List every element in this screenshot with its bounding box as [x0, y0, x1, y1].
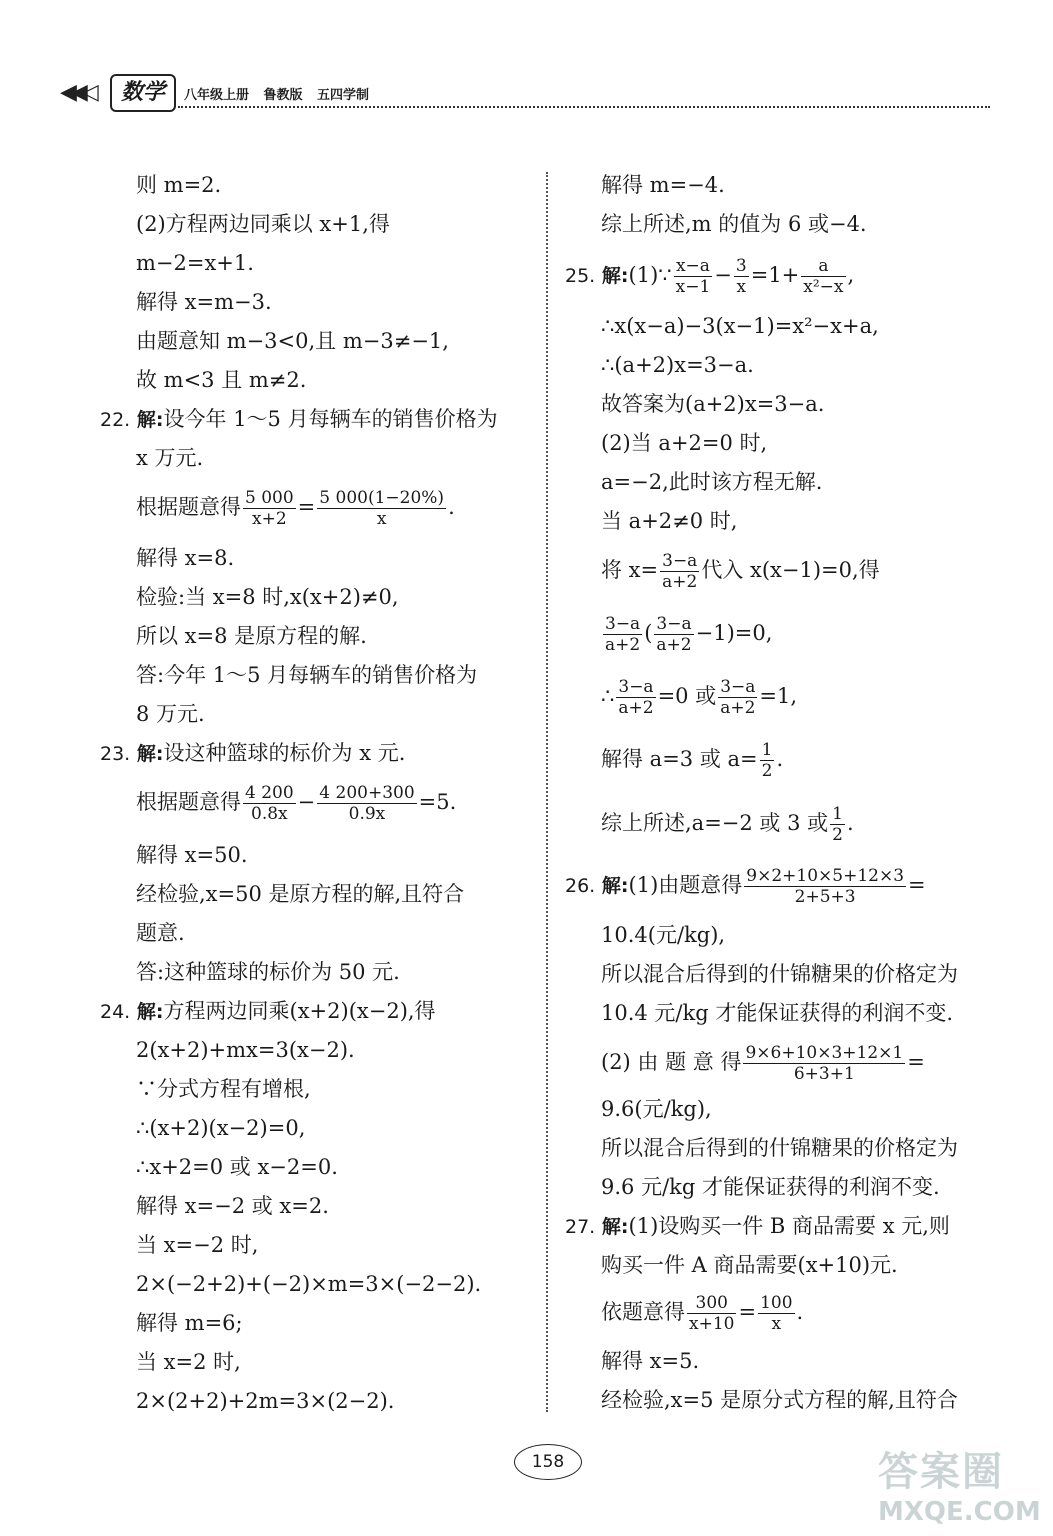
question-26: [565, 866, 926, 907]
answer-line: 当 x=2 时,: [136, 1350, 241, 1374]
equation-suffix: =5.: [418, 790, 457, 814]
denominator: a+2: [618, 698, 654, 718]
numerator: 100: [760, 1293, 793, 1313]
answer-line: 解得 x=8.: [136, 546, 235, 570]
answer-line: 2×(−2+2)+(−2)×m=3×(−2−2).: [136, 1272, 482, 1296]
fraction: [734, 256, 749, 297]
equation-line: [601, 804, 854, 845]
numerator: 9×2+10×5+12×3: [746, 866, 905, 886]
answer-line: 9.6 元/kg 才能保证获得的利润不变.: [601, 1175, 940, 1199]
denominator: x+2: [252, 509, 287, 529]
equation-line: [601, 551, 880, 592]
fraction: [616, 677, 655, 718]
answer-line: 答:这种篮球的标价为 50 元.: [136, 960, 400, 984]
fraction: [743, 1043, 905, 1084]
equation-prefix: 根据题意得: [136, 790, 241, 814]
answer-line: ∴(x+2)(x−2)=0,: [136, 1116, 306, 1140]
denominator: 2: [761, 761, 773, 781]
answer-line: 则 m=2.: [136, 173, 222, 197]
fraction: [603, 614, 642, 655]
numerator: x−a: [674, 256, 713, 277]
operator: −: [297, 790, 316, 814]
fraction: [687, 1293, 736, 1334]
question-22: [100, 404, 498, 435]
solution-label: 解:: [601, 875, 629, 897]
fraction: [317, 783, 416, 824]
answer-line: 故 m<3 且 m≠2.: [136, 368, 307, 392]
answer-line: 答:今年 1～5 月每辆车的销售价格为: [136, 663, 478, 687]
answer-line: a=−2,此时该方程无解.: [601, 470, 823, 494]
page-number: 158: [514, 1444, 582, 1480]
equation-prefix: 解得 a=3 或 a=: [601, 747, 758, 771]
solution-label: 解:: [601, 1216, 629, 1238]
equation-prefix: 综上所述,a=−2 或 3 或: [601, 811, 829, 835]
answer-line: 解得 x=−2 或 x=2.: [136, 1194, 329, 1218]
answer-line: 解得 x=5.: [601, 1349, 700, 1373]
watermark-url: MXQE.COM: [878, 1497, 1041, 1527]
book-meta: 八年级上册 鲁教版 五四学制: [184, 88, 370, 103]
header-rule: [178, 106, 990, 108]
denominator: x+10: [689, 1314, 735, 1334]
answer-line: 10.4 元/kg 才能保证获得的利润不变.: [601, 1001, 954, 1025]
numerator: 1: [832, 804, 843, 824]
question-23: [100, 738, 405, 769]
answer-line: 题意.: [136, 921, 185, 945]
equation-suffix: .: [776, 747, 784, 771]
numerator: 4 200: [245, 783, 294, 803]
numerator: 3−a: [662, 551, 698, 571]
equation-prefix: (1)∵: [628, 263, 672, 287]
answer-line: ∴x+2=0 或 x−2=0.: [136, 1155, 338, 1179]
equation-suffix: .: [846, 811, 854, 835]
denominator: 0.9x: [348, 804, 386, 824]
answer-line: 解得 m=6;: [136, 1311, 243, 1335]
denominator: a+2: [656, 635, 692, 655]
watermark-logo: [878, 1440, 1043, 1530]
equation-suffix: ,: [847, 263, 855, 287]
equation-line: [136, 488, 455, 529]
denominator: 2+5+3: [794, 887, 856, 907]
answer-line: 购买一件 A 商品需要(x+10)元.: [601, 1253, 898, 1277]
answer-line: 由题意知 m−3<0,且 m−3≠−1,: [136, 329, 449, 353]
denominator: x: [376, 509, 387, 529]
fraction: [830, 804, 845, 845]
equation-suffix: .: [796, 1300, 804, 1324]
equation-line: [601, 614, 772, 655]
question-25: [565, 256, 854, 297]
answer-line: 2(x+2)+mx=3(x−2).: [136, 1038, 355, 1062]
answer-line: 8 万元.: [136, 702, 205, 726]
fraction: [660, 551, 699, 592]
denominator: 0.8x: [251, 804, 288, 824]
answer-line: m−2=x+1.: [136, 251, 254, 275]
answer-line: x 万元.: [136, 446, 204, 470]
answer-line: (2)方程两边同乘以 x+1,得: [136, 212, 390, 236]
operator: =0 或: [657, 684, 717, 708]
answer-line: (2)当 a+2=0 时,: [601, 431, 768, 455]
arrows-icon: ◀◀◁: [60, 80, 93, 105]
answer-line: 当 x=−2 时,: [136, 1233, 259, 1257]
subject-logo: 数学: [110, 74, 176, 112]
numerator: 300: [687, 1293, 736, 1314]
equation-suffix: .: [448, 495, 455, 519]
equation-prefix: (1)由题意得: [628, 873, 743, 897]
denominator: x−1: [675, 277, 711, 297]
answer-line: 经检验,x=50 是原方程的解,且符合: [136, 882, 465, 906]
answer-text: (1)设购买一件 B 商品需要 x 元,则: [628, 1214, 950, 1238]
answer-line: ∴x(x−a)−3(x−1)=x²−x+a,: [601, 314, 879, 338]
question-number: 27.: [565, 1216, 596, 1238]
answer-line: 解得 x=50.: [136, 843, 248, 867]
equation-suffix: =: [908, 873, 926, 897]
numerator: a: [801, 256, 845, 277]
fraction: [674, 256, 713, 297]
equation-line: [601, 1293, 803, 1334]
fraction: [718, 677, 757, 718]
question-27: [565, 1211, 950, 1242]
fraction: [317, 488, 446, 529]
answer-text: 设这种篮球的标价为 x 元.: [163, 741, 406, 765]
numerator: 3: [735, 256, 747, 276]
answer-line: 解得 m=−4.: [601, 173, 725, 197]
equation-prefix: (2) 由 题 意 得: [601, 1050, 742, 1074]
solution-label: 解:: [601, 265, 629, 287]
equation-line: [136, 783, 456, 824]
equation-line: [601, 740, 783, 781]
denominator: x: [771, 1314, 782, 1334]
numerator: 5 000: [245, 488, 294, 508]
fraction: [744, 866, 906, 907]
equation-suffix: 代入 x(x−1)=0,得: [701, 558, 880, 582]
answer-line: 10.4(元/kg),: [601, 923, 726, 947]
numerator: 3−a: [656, 614, 692, 634]
answer-line: 解得 x=m−3.: [136, 290, 272, 314]
fraction: [243, 783, 296, 824]
answer-line: ∴(a+2)x=3−a.: [601, 353, 754, 377]
question-number: 24.: [100, 1001, 131, 1023]
numerator: 9×6+10×3+12×1: [745, 1043, 904, 1063]
equation-suffix: =1,: [759, 684, 798, 708]
question-number: 23.: [100, 743, 131, 765]
equation-suffix: −1)=0,: [695, 621, 773, 645]
equation-prefix: 依题意得: [601, 1300, 685, 1324]
solution-label: 解:: [136, 409, 164, 431]
watermark-text: 答案圈: [878, 1449, 1004, 1495]
answer-text: 设今年 1～5 月每辆车的销售价格为: [163, 407, 498, 431]
denominator: a+2: [662, 572, 698, 592]
denominator: x: [736, 277, 747, 297]
equation-prefix: 将 x=: [601, 558, 659, 582]
answer-line: 综上所述,m 的值为 6 或−4.: [601, 212, 867, 236]
equation-line: [601, 677, 797, 718]
answer-line: 所以混合后得到的什锦糖果的价格定为: [601, 962, 958, 986]
operator: =1+: [750, 263, 800, 287]
answer-line: ∵分式方程有增根,: [136, 1077, 311, 1101]
question-number: 26.: [565, 875, 596, 897]
page-header: [60, 70, 990, 120]
operator: =: [297, 495, 316, 519]
question-24: [100, 996, 436, 1027]
question-number: 25.: [565, 265, 596, 287]
fraction: [801, 256, 845, 297]
answer-line: 检验:当 x=8 时,x(x+2)≠0,: [136, 585, 399, 609]
numerator: 1: [761, 740, 773, 760]
answer-line: 2×(2+2)+2m=3×(2−2).: [136, 1389, 395, 1413]
solution-label: 解:: [136, 1001, 164, 1023]
numerator: 3−a: [605, 614, 641, 634]
operator: −: [714, 263, 732, 287]
fraction: [654, 614, 693, 655]
equation-prefix: ∴: [601, 684, 615, 708]
answer-line: 9.6(元/kg),: [601, 1097, 712, 1121]
solution-label: 解:: [136, 743, 164, 765]
answer-text: 方程两边同乘(x+2)(x−2),得: [163, 999, 436, 1023]
question-number: 22.: [100, 409, 131, 431]
numerator: 5 000(1−20%): [319, 488, 445, 508]
denominator: 2: [832, 825, 843, 845]
fraction: [758, 1293, 794, 1334]
numerator: 3−a: [720, 677, 756, 697]
denominator: a+2: [720, 698, 756, 718]
equation-line: [601, 1043, 925, 1084]
numerator: 3−a: [618, 677, 654, 697]
operator: (: [644, 621, 653, 645]
denominator: x²−x: [803, 277, 844, 297]
operator: =: [738, 1300, 757, 1324]
column-divider: [546, 172, 548, 1412]
denominator: 6+3+1: [793, 1064, 855, 1084]
equation-suffix: =: [907, 1050, 925, 1074]
equation-prefix: 根据题意得: [136, 495, 241, 519]
answer-line: 所以 x=8 是原方程的解.: [136, 624, 367, 648]
numerator: 4 200+300: [319, 783, 415, 803]
answer-line: 经检验,x=5 是原分式方程的解,且符合: [601, 1388, 958, 1412]
denominator: a+2: [605, 635, 641, 655]
answer-line: 当 a+2≠0 时,: [601, 509, 738, 533]
answer-line: 故答案为(a+2)x=3−a.: [601, 392, 825, 416]
answer-line: 所以混合后得到的什锦糖果的价格定为: [601, 1136, 958, 1160]
fraction: [243, 488, 296, 529]
fraction: [760, 740, 775, 781]
